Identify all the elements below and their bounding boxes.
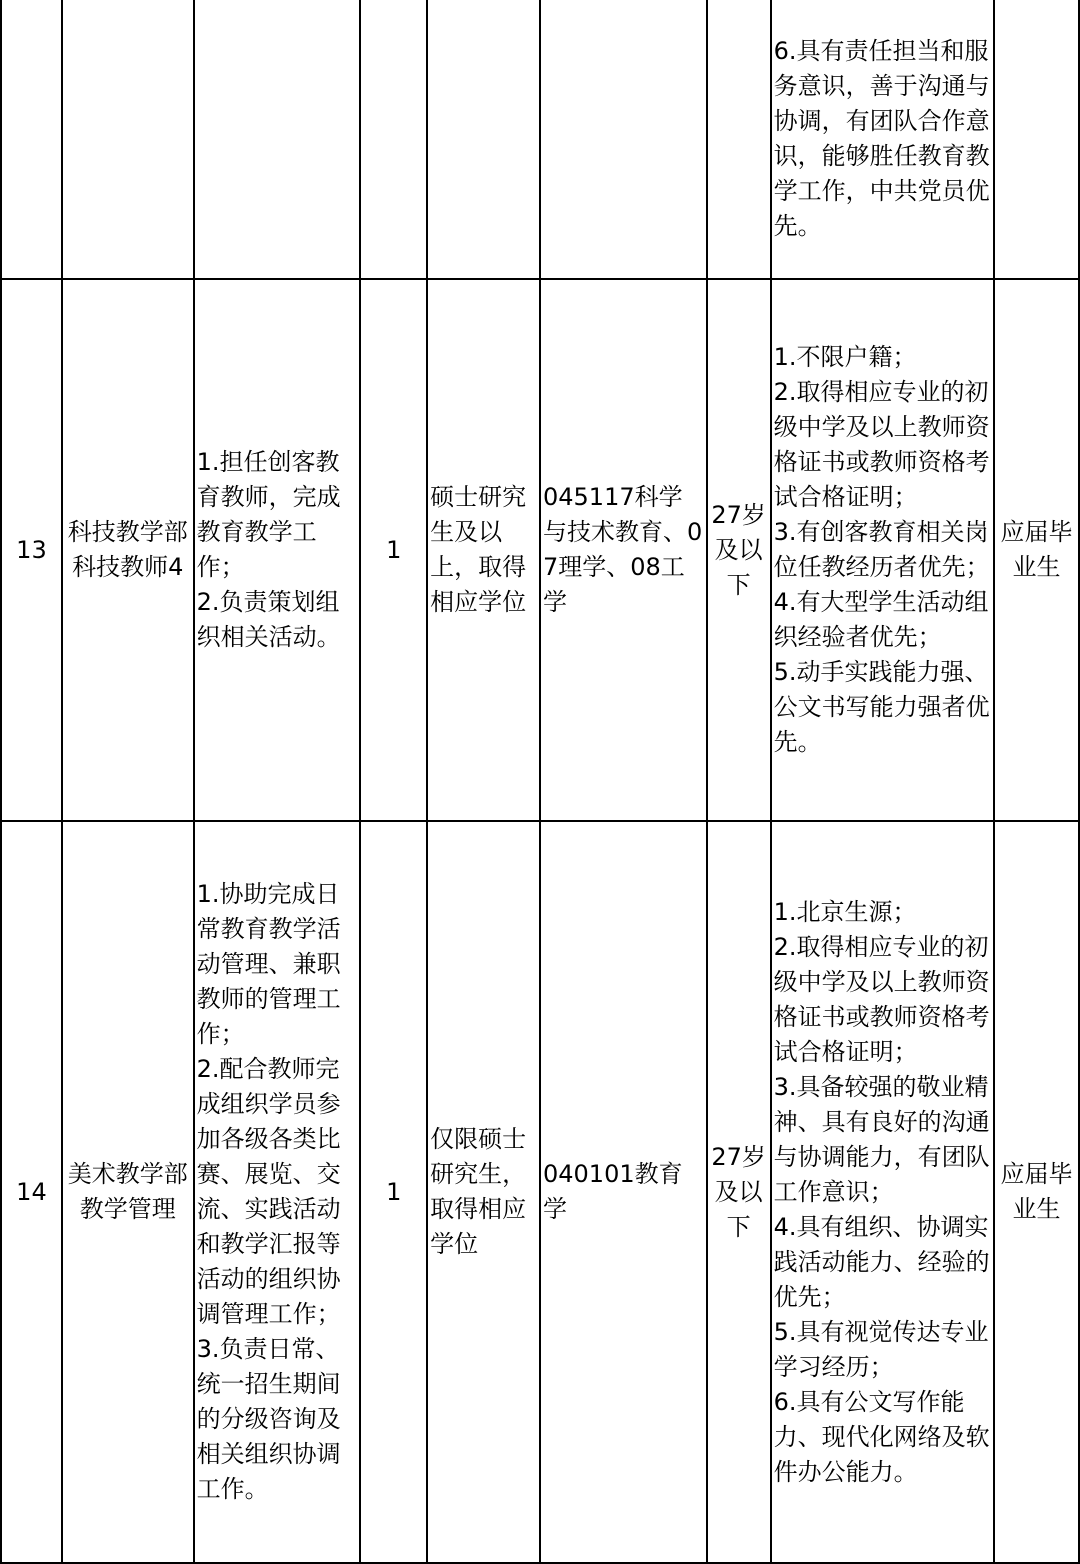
position-name: 美术教学部教学管理 — [62, 821, 194, 1563]
table-row — [1, 279, 1079, 821]
other-requirements: 1.不限户籍； 2.取得相应专业的初级中学及以上教师资格证书或教师资格考试合格证明； 3.有创客教育相关岗位任教经历者优先； 4.有大型学生活动组织经验者优先； 5.动手实践能力强、公文书写能力强者优先。 — [771, 279, 995, 821]
other-requirements: 1.北京生源； 2.取得相应专业的初级中学及以上教师资格证书或教师资格考试合格证明； 3.具备较强的敬业精神、具有良好的沟通与协调能力，有团队工作意识； 4.具有组织、协调实践活动能力、经验的优先； 5.具有视觉传达专业学习经历； 6.具有公文写作能力、现代化网络及软件办公能力。 — [771, 821, 995, 1563]
row-number: 14 — [1, 821, 62, 1563]
candidate-source: 应届毕业生 — [994, 821, 1079, 1563]
age-requirement: 27岁及以下 — [707, 279, 771, 821]
headcount: 1 — [360, 279, 427, 821]
position-name — [62, 0, 194, 279]
table-row — [1, 821, 1079, 1563]
major-requirement: 040101教育学 — [540, 821, 707, 1563]
candidate-source: 应届毕业生 — [994, 279, 1079, 821]
other-requirements: 6.具有责任担当和服务意识，善于沟通与协调，有团队合作意识，能够胜任教育教学工作，中共党员优先。 — [771, 0, 995, 279]
education-requirement: 硕士研究生及以上，取得相应学位 — [427, 279, 540, 821]
headcount: 1 — [360, 821, 427, 1563]
education-requirement: 仅限硕士研究生，取得相应学位 — [427, 821, 540, 1563]
row-number — [1, 0, 62, 279]
row-number: 13 — [1, 279, 62, 821]
age-requirement — [707, 0, 771, 279]
position-name: 科技教学部科技教师4 — [62, 279, 194, 821]
major-requirement: 045117科学与技术教育、07理学、08工学 — [540, 279, 707, 821]
job-duties — [194, 0, 361, 279]
headcount — [360, 0, 427, 279]
table-row — [1, 0, 1079, 279]
job-duties: 1.协助完成日常教育教学活动管理、兼职教师的管理工作； 2.配合教师完成组织学员参加各级各类比赛、展览、交流、实践活动和教学汇报等活动的组织协调管理工作； 3.负责日常、统一招生期间的分级咨询及相关组织协调工作。 — [194, 821, 361, 1563]
age-requirement: 27岁及以下 — [707, 821, 771, 1563]
candidate-source — [994, 0, 1079, 279]
major-requirement — [540, 0, 707, 279]
education-requirement — [427, 0, 540, 279]
job-duties: 1.担任创客教育教师，完成教育教学工作； 2.负责策划组织相关活动。 — [194, 279, 361, 821]
